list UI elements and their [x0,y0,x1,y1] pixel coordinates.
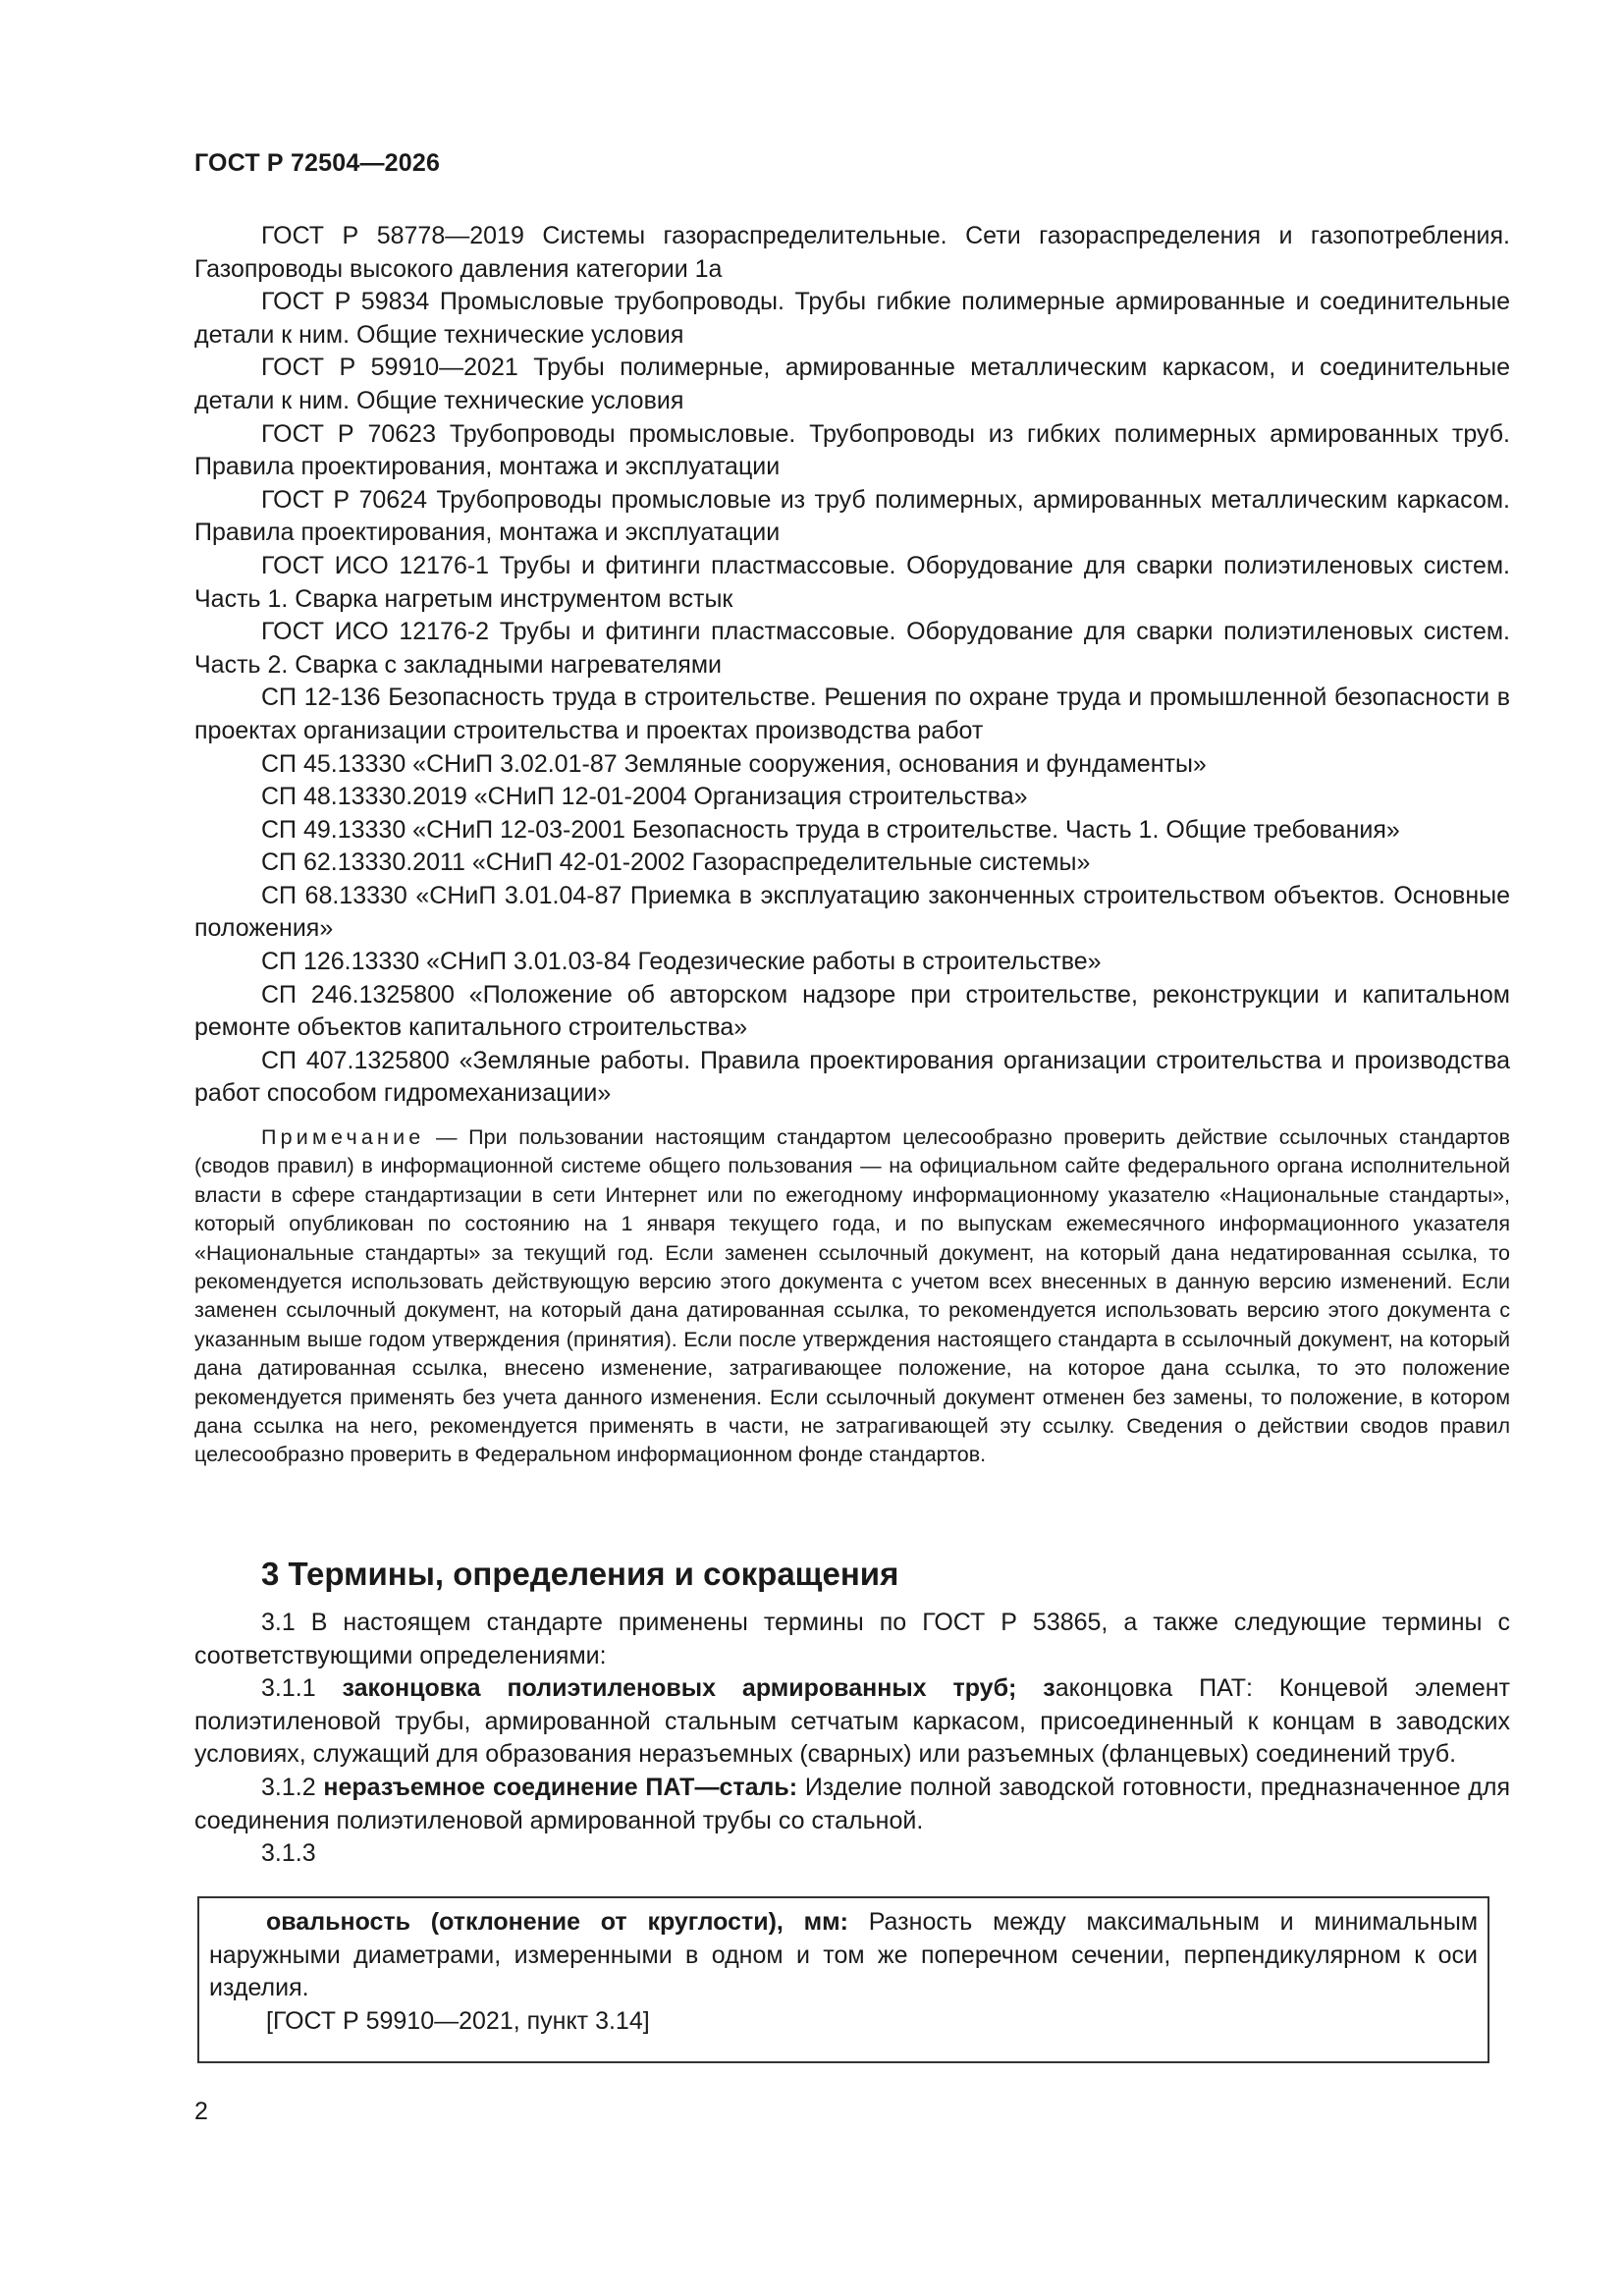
reference-item: ГОСТ Р 59910—2021 Трубы полимерные, армированные металлическим каркасом, и соединительные детали к ним. Общие технические условия [194,354,1510,414]
reference-item: СП 49.13330 «СНиП 12-03-2001 Безопасность труда в строительстве. Часть 1. Общие требования» [261,815,1400,844]
clause-number: 3.1.2 [261,1773,324,1801]
clause-3-1-3 [209,1906,1478,2005]
reference-item: СП 48.13330.2019 «СНиП 12-01-2004 Организация строительства» [261,783,1028,811]
note-text: — При пользовании настоящим стандартом целесообразно проверить действие ссылочных стандартов (сводов правил) в информационной системе общего пользования — на официальном сайте федерального органа исполнительной власти в сфере стандартизации в сети Интернет или по ежегодному информационному указателю «Национальные стандарты», который опубликован по состоянию на 1 января текущего года, и по выпускам ежемесячного информационного указателя «Национальные стандарты» за текущий год. Если заменен ссылочный документ, на который дана недатированная ссылка, то рекомендуется использовать действующую версию этого документа с учетом всех внесенных в данную версию изменений. Если заменен ссылочный документ, на который дана датированная ссылка, то рекомендуется использовать версию этого документа с указанным выше годом утверждения (принятия). Если после утверждения настоящего стандарта в ссылочный документ, на который дана датированная ссылка, внесено изменение, затрагивающее положение, на которое дана ссылка, то это положение рекомендуется применять без учета данного изменения. Если ссылочный документ отменен без замены, то положение, в котором дана ссылка на него, рекомендуется применять в части, не затрагивающей эту ссылку. Сведения о действии сводов правил целесообразно проверить в Федеральном информационном фонде стандартов. [194,1125,1510,1467]
clause-3-1-2 [194,1772,1510,1837]
term-definition: Изделие полной заводской готовности, предназначенное для соединения полиэтиленовой армированной трубы со стальной. [194,1773,1510,1834]
term-name: законцовка полиэтиленовых армированных труб; з [342,1674,1055,1703]
clause-number: 3.1.1 [261,1674,343,1703]
term-source: [ГОСТ Р 59910—2021, пункт 3.14] [266,2006,650,2035]
clause-3-1: 3.1 В настоящем стандарте применены термины по ГОСТ Р 53865, а также следующие термины с соответствующими определениями: [194,1609,1510,1669]
term-name: овальность (отклонение от круглости), мм: [266,1908,848,1936]
reference-item: ГОСТ ИСО 12176-2 Трубы и фитинги пластмассовые. Оборудование для сварки полиэтиленовых систем. Часть 2. Сварка с закладными нагревателями [194,618,1510,679]
term-definition: аконцовка ПАТ: Концевой элемент полиэтиленовой трубы, армированной стальным сетчатым каркасом, присоединенный к концам в заводских условиях, служащий для образования неразъемных (сварных) или разъемных (фланцевых) соединений труб. [194,1674,1510,1769]
document-header: ГОСТ Р 72504—2026 [194,149,441,177]
reference-item: ГОСТ Р 70624 Трубопроводы промысловые из труб полимерных, армированных металлическим каркасом. Правила проектирования, монтажа и эксплуатации [194,485,1510,547]
note-paragraph [194,1123,1510,1470]
reference-item: ГОСТ ИСО 12176-1 Трубы и фитинги пластмассовые. Оборудование для сварки полиэтиленовых систем. Часть 1. Сварка нагретым инструментом встык [194,551,1510,613]
clause-3-1-3-number: 3.1.3 [261,1839,316,1868]
reference-item: ГОСТ Р 70623 Трубопроводы промысловые. Трубопроводы из гибких полимерных армированных труб. Правила проектирования, монтажа и эксплуатации [194,419,1510,481]
reference-item: ГОСТ Р 59834 Промысловые трубопроводы. Трубы гибкие полимерные армированные и соединительные детали к ним. Общие технические условия [194,288,1510,349]
reference-item: СП 246.1325800 «Положение об авторском надзоре при строительстве, реконструкции и капитальном ремонте объектов капитального строительства» [194,980,1510,1042]
reference-item: СП 12-136 Безопасность труда в строительстве. Решения по охране труда и промышленной безопасности в проектах организации строительства и проектах производства работ [194,683,1510,744]
note-label: Примечание [261,1125,425,1149]
note-block [194,1123,1510,1470]
reference-item: СП 62.13330.2011 «СНиП 42-01-2002 Газораспределительные системы» [261,848,1091,877]
reference-item: СП 126.13330 «СНиП 3.01.03-84 Геодезические работы в строительстве» [261,948,1102,976]
reference-item: СП 68.13330 «СНиП 3.01.04-87 Приемка в эксплуатацию законченных строительством объектов. Основные положения» [194,881,1510,943]
section-title: 3 Термины, определения и сокращения [261,1556,899,1592]
term-definition: Разность между максимальным и минимальным наружными диаметрами, измеренными в одном и том же поперечном сечении, перпендикулярном к оси изделия. [209,1908,1479,2002]
reference-item: СП 407.1325800 «Земляные работы. Правила проектирования организации строительства и производства работ способом гидромеханизации» [194,1046,1510,1108]
reference-item: ГОСТ Р 58778—2019 Системы газораспределительные. Сети газораспределения и газопотребления. Газопроводы высокого давления категории 1а [194,222,1510,283]
terms-section [194,1607,1510,1871]
normative-references [194,220,1510,1111]
clause-3-1-1 [194,1672,1510,1772]
page-number: 2 [194,2098,208,2125]
term-name: неразъемное соединение ПАТ—сталь: [323,1773,798,1801]
reference-item: СП 45.13330 «СНиП 3.02.01-87 Земляные сооружения, основания и фундаменты» [261,749,1207,778]
term-box [197,1896,1489,2063]
